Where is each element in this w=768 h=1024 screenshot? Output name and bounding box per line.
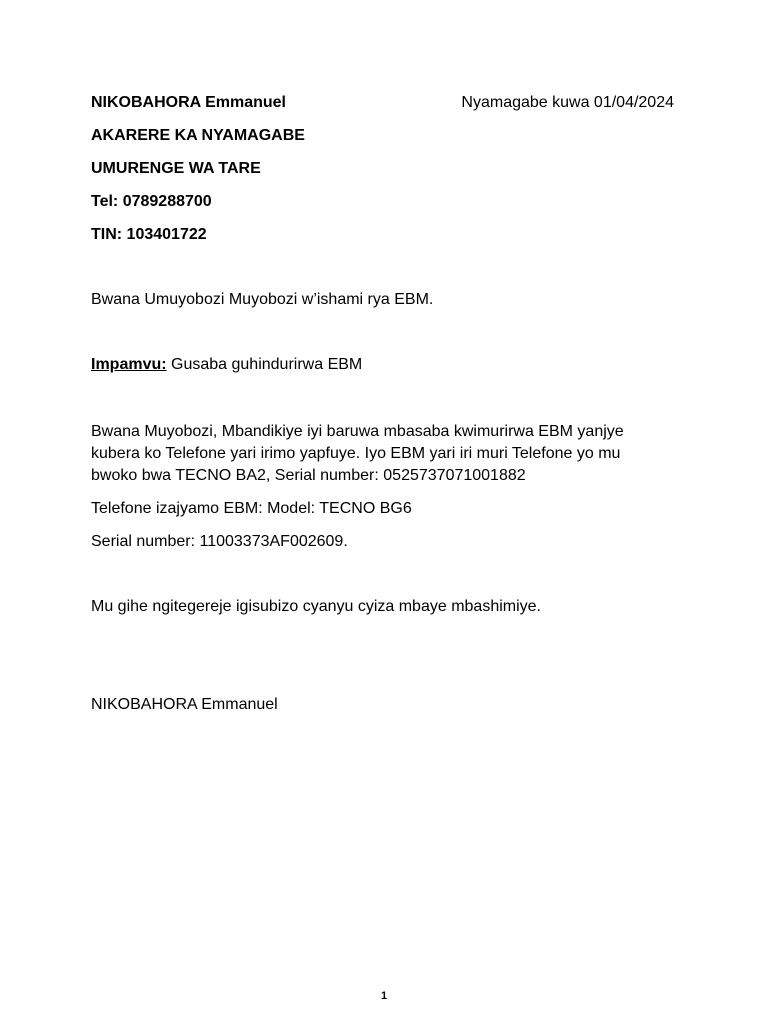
- sender-tin: TIN: 103401722: [91, 226, 207, 243]
- page-number: 1: [380, 990, 388, 1002]
- closing-line: Mu gihe ngitegereje igisubizo cyanyu cyiza mbaye mbashimiye.: [91, 598, 541, 615]
- sender-sector: UMURENGE WA TARE: [91, 160, 261, 177]
- signature: NIKOBAHORA Emmanuel: [91, 696, 278, 713]
- sender-name: NIKOBAHORA Emmanuel: [91, 94, 286, 111]
- subject-label: Impamvu:: [91, 356, 167, 373]
- subject-line: [91, 355, 362, 375]
- new-phone-model: Telefone izajyamo EBM: Model: TECNO BG6: [91, 500, 412, 517]
- body-paragraph-line: Bwana Muyobozi, Mbandikiye iyi baruwa mbasaba kwimurirwa EBM yanjye: [91, 423, 624, 440]
- body-paragraph-line: kubera ko Telefone yari irimo yapfuye. Iyo EBM yari iri muri Telefone yo mu: [91, 445, 621, 462]
- subject-text: Gusaba guhindurirwa EBM: [166, 356, 363, 373]
- recipient-line: Bwana Umuyobozi Muyobozi w’ishami rya EBM.: [91, 291, 434, 308]
- body-paragraph: [91, 421, 691, 487]
- date-line: Nyamagabe kuwa 01/04/2024: [461, 94, 674, 111]
- body-paragraph-line: bwoko bwa TECNO BA2, Serial number: 0525737071001882: [91, 467, 526, 484]
- sender-tel: Tel: 0789288700: [91, 193, 212, 210]
- sender-district: AKARERE KA NYAMAGABE: [91, 127, 305, 144]
- new-phone-serial: Serial number: 11003373AF002609.: [91, 533, 348, 550]
